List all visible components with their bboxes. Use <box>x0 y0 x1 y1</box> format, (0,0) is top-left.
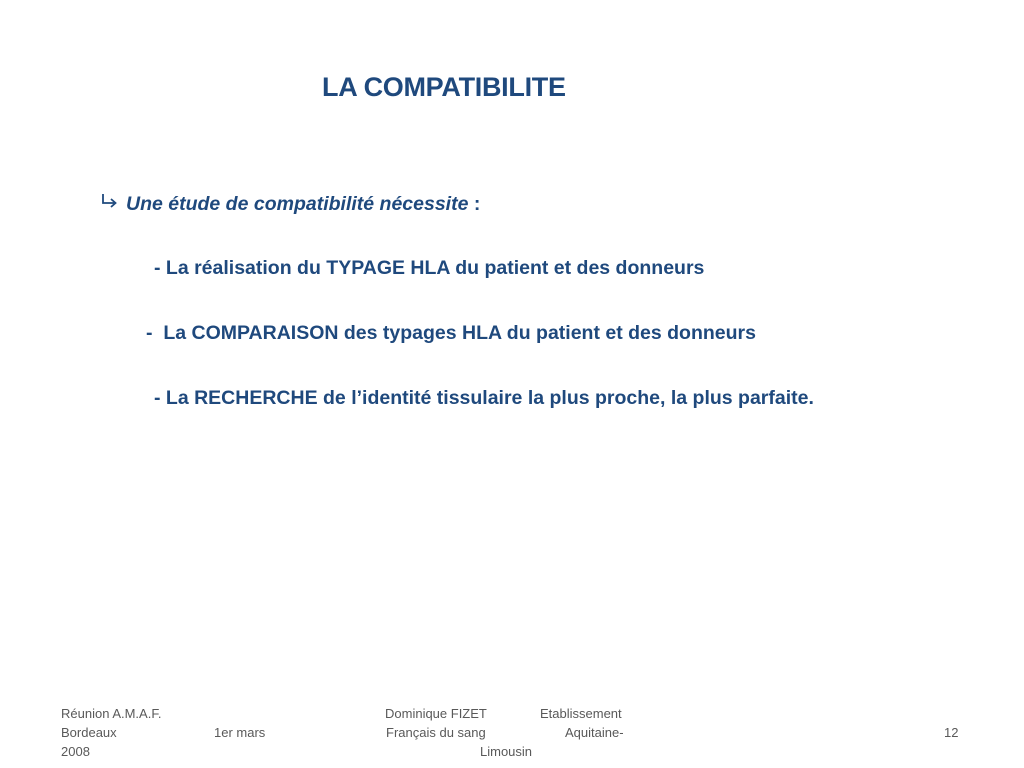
slide-title: LA COMPATIBILITE <box>322 72 566 102</box>
footer-org-line4: Limousin <box>480 744 533 759</box>
footer-event-city: Bordeaux <box>61 725 117 740</box>
footer-event-year: 2008 <box>61 744 90 759</box>
point-typage: - La réalisation du TYPAGE HLA du patient et des donneurs <box>154 257 705 279</box>
intro-line <box>100 192 480 216</box>
footer-org-line1: Etablissement <box>540 706 622 721</box>
footer-org-line2: Français du sang <box>386 725 486 740</box>
intro-lead-text: Une étude de compatibilité nécessite <box>126 193 469 215</box>
footer-event <box>61 704 301 761</box>
arrow-bullet-icon <box>100 192 120 216</box>
point-comparaison: - La COMPARAISON des typages HLA du patient et des donneurs <box>146 322 756 344</box>
footer-author <box>384 704 640 761</box>
footer-event-name: Réunion A.M.A.F. <box>61 706 162 721</box>
footer-org-line3: Aquitaine- <box>565 725 624 740</box>
footer-author-name: Dominique FIZET <box>385 706 487 721</box>
page-number: 12 <box>944 725 959 740</box>
intro-colon: : <box>468 193 481 215</box>
point-recherche: - La RECHERCHE de l’identité tissulaire la plus proche, la plus parfaite. <box>154 387 814 409</box>
footer-event-date: 1er mars <box>214 725 266 740</box>
